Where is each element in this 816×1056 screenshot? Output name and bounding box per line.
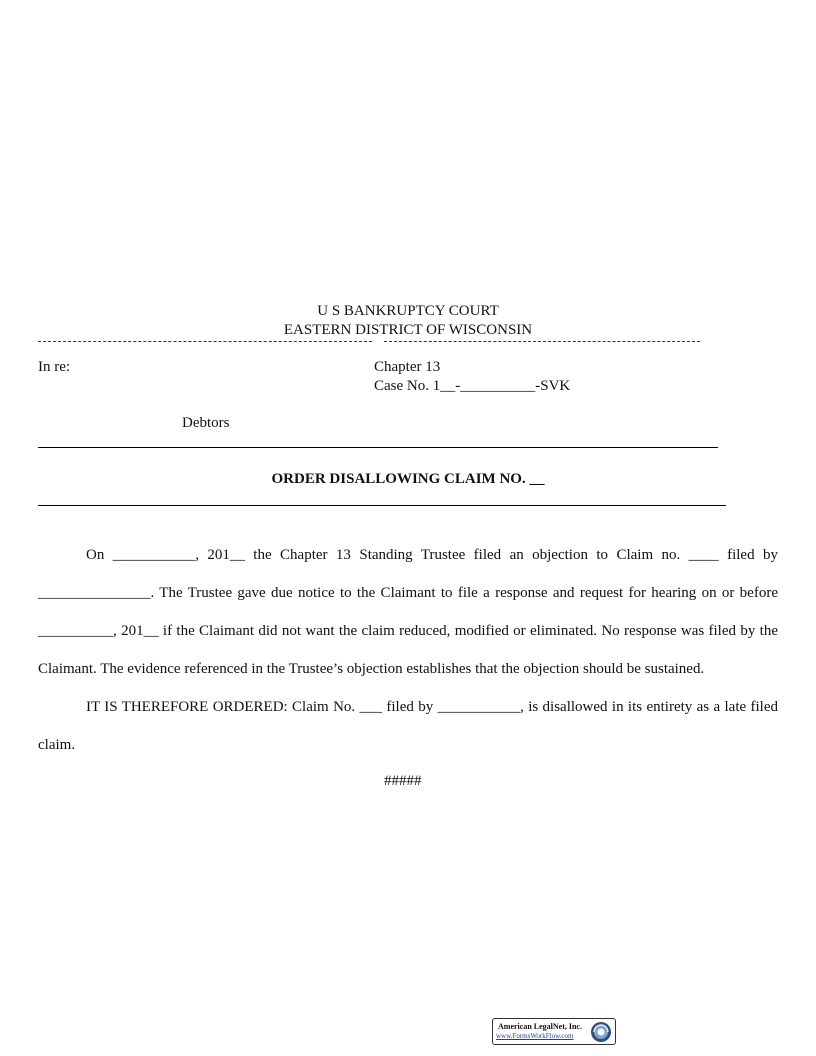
caption-divider-left <box>38 341 372 342</box>
order-paragraph-2: IT IS THEREFORE ORDERED: Claim No. ___ filed by ___________, is disallowed in its entirety as a late filed claim. <box>38 699 778 753</box>
court-name: U S BANKRUPTCY COURT <box>317 303 499 319</box>
end-mark: ##### <box>384 773 422 789</box>
in-re-label: In re: <box>38 359 71 375</box>
order-body <box>38 536 778 764</box>
court-district: EASTERN DISTRICT OF WISCONSIN <box>283 322 533 338</box>
debtors-label: Debtors <box>182 415 230 431</box>
globe-icon <box>590 1021 612 1043</box>
chapter-label: Chapter 13 <box>374 359 441 375</box>
caption-rule-bottom <box>38 505 726 506</box>
logo-company: American LegalNet, Inc. <box>498 1022 582 1031</box>
document-title: ORDER DISALLOWING CLAIM NO. __ <box>271 471 545 487</box>
logo-url-link[interactable]: www.FormsWorkFlow.com <box>496 1032 574 1040</box>
case-number: Case No. 1__-__________-SVK <box>374 378 571 394</box>
footer-logo[interactable] <box>492 1018 616 1045</box>
caption-rule-top <box>38 447 718 448</box>
order-paragraph-1: On ___________, 201__ the Chapter 13 Standing Trustee filed an objection to Claim no. ____ filed by _______________. The Trustee gave due notice to the Claimant to file a response and request for hearing on or before __________, 201__ if the Claimant did not want the claim reduced, modified or eliminated. No response was filed by the Claimant. The evidence referenced in the Trustee’s objection establishes that the objection should be sustained. <box>38 547 778 677</box>
caption-divider-right <box>384 341 700 342</box>
